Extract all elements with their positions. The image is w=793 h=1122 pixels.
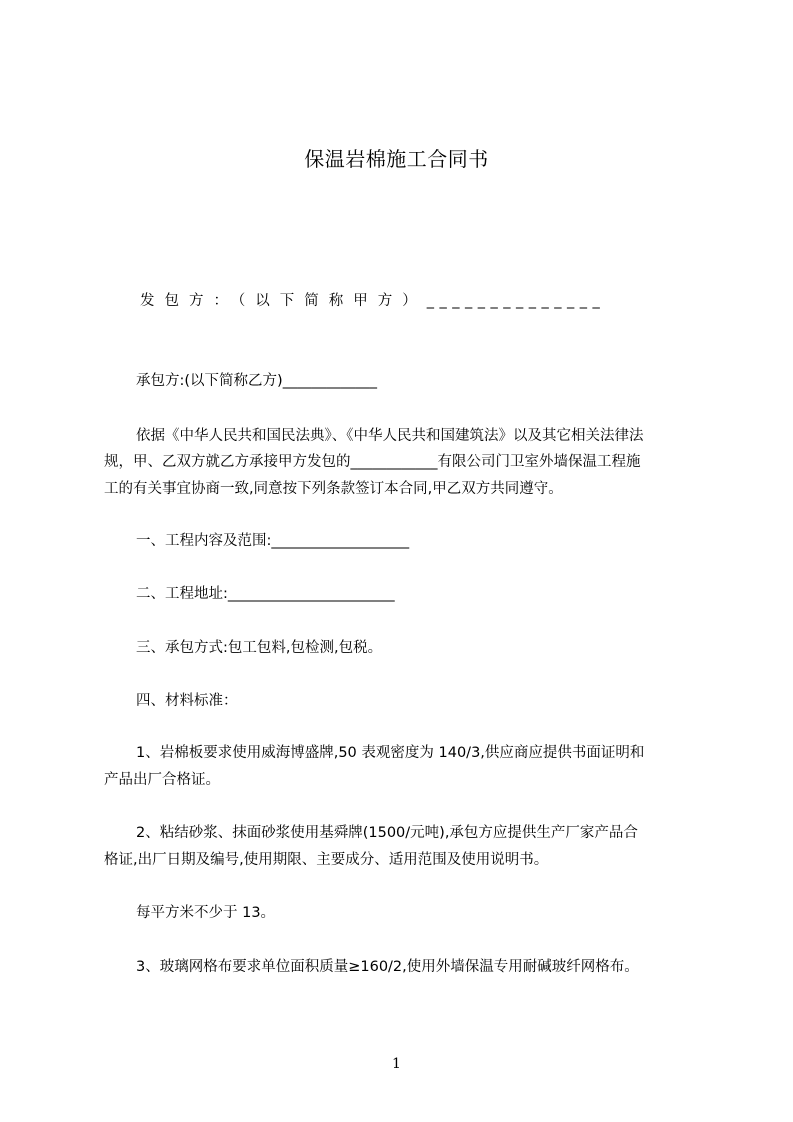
- item-1-line-2: 产品出厂合格证。: [104, 772, 220, 788]
- section-2-label: 二、工程地址:: [136, 586, 228, 602]
- section-2: [136, 584, 395, 604]
- section-1: [136, 531, 409, 551]
- party-b-line: [136, 371, 377, 391]
- item-3: 3、玻璃网格布要求单位面积质量≥160/2,使用外墙保温专用耐碱玻纤网格布。: [136, 959, 639, 975]
- party-b-label: 承包方:(以下简称乙方): [136, 373, 283, 389]
- item-2-line-1: 2、粘结砂浆、抹面砂浆使用基舜牌(1500/元吨),承包方应提供生产厂家产品合: [136, 825, 638, 841]
- page-number: 1: [392, 1056, 401, 1072]
- party-a-blank: ______________: [426, 293, 606, 309]
- contractor-blank: ____________: [350, 454, 438, 470]
- party-a-line: [140, 291, 605, 311]
- section-4: 四、材料标准：: [136, 693, 238, 709]
- section-1-label: 一、工程内容及范围:: [136, 533, 272, 549]
- intro-line-2: [104, 452, 641, 472]
- item-1-line-1: 1、岩棉板要求使用威海博盛牌,50 表观密度为 140/3,供应商应提供书面证明和: [136, 745, 645, 761]
- intro-line-3: 工的有关事宜协商一致,同意按下列条款签订本合同,甲乙双方共同遵守。: [104, 481, 563, 497]
- section-2-blank: _______________________: [227, 586, 395, 602]
- section-1-blank: ___________________: [271, 533, 410, 549]
- document-title: 保温岩棉施工合同书: [304, 147, 489, 171]
- intro-line-1: 依据《中华人民共和国民法典》、《中华人民共和国建筑法》以及其它相关法律法: [136, 428, 644, 444]
- item-2-line-2: 格证,出厂日期及编号,使用期限、主要成分、适用范围及使用说明书。: [104, 852, 549, 868]
- party-b-blank: _____________: [282, 373, 377, 389]
- note-line: 每平方米不少于 13。: [136, 905, 276, 921]
- intro-line-2b: 有限公司门卫室外墙保温工程施: [437, 454, 641, 470]
- section-3: 三、承包方式:包工包料,包检测,包税。: [136, 640, 383, 656]
- party-a-label: 发包方：（以下简称甲方）: [140, 293, 427, 309]
- intro-line-2a: 规，甲、乙双方就乙方承接甲方发包的: [104, 454, 351, 470]
